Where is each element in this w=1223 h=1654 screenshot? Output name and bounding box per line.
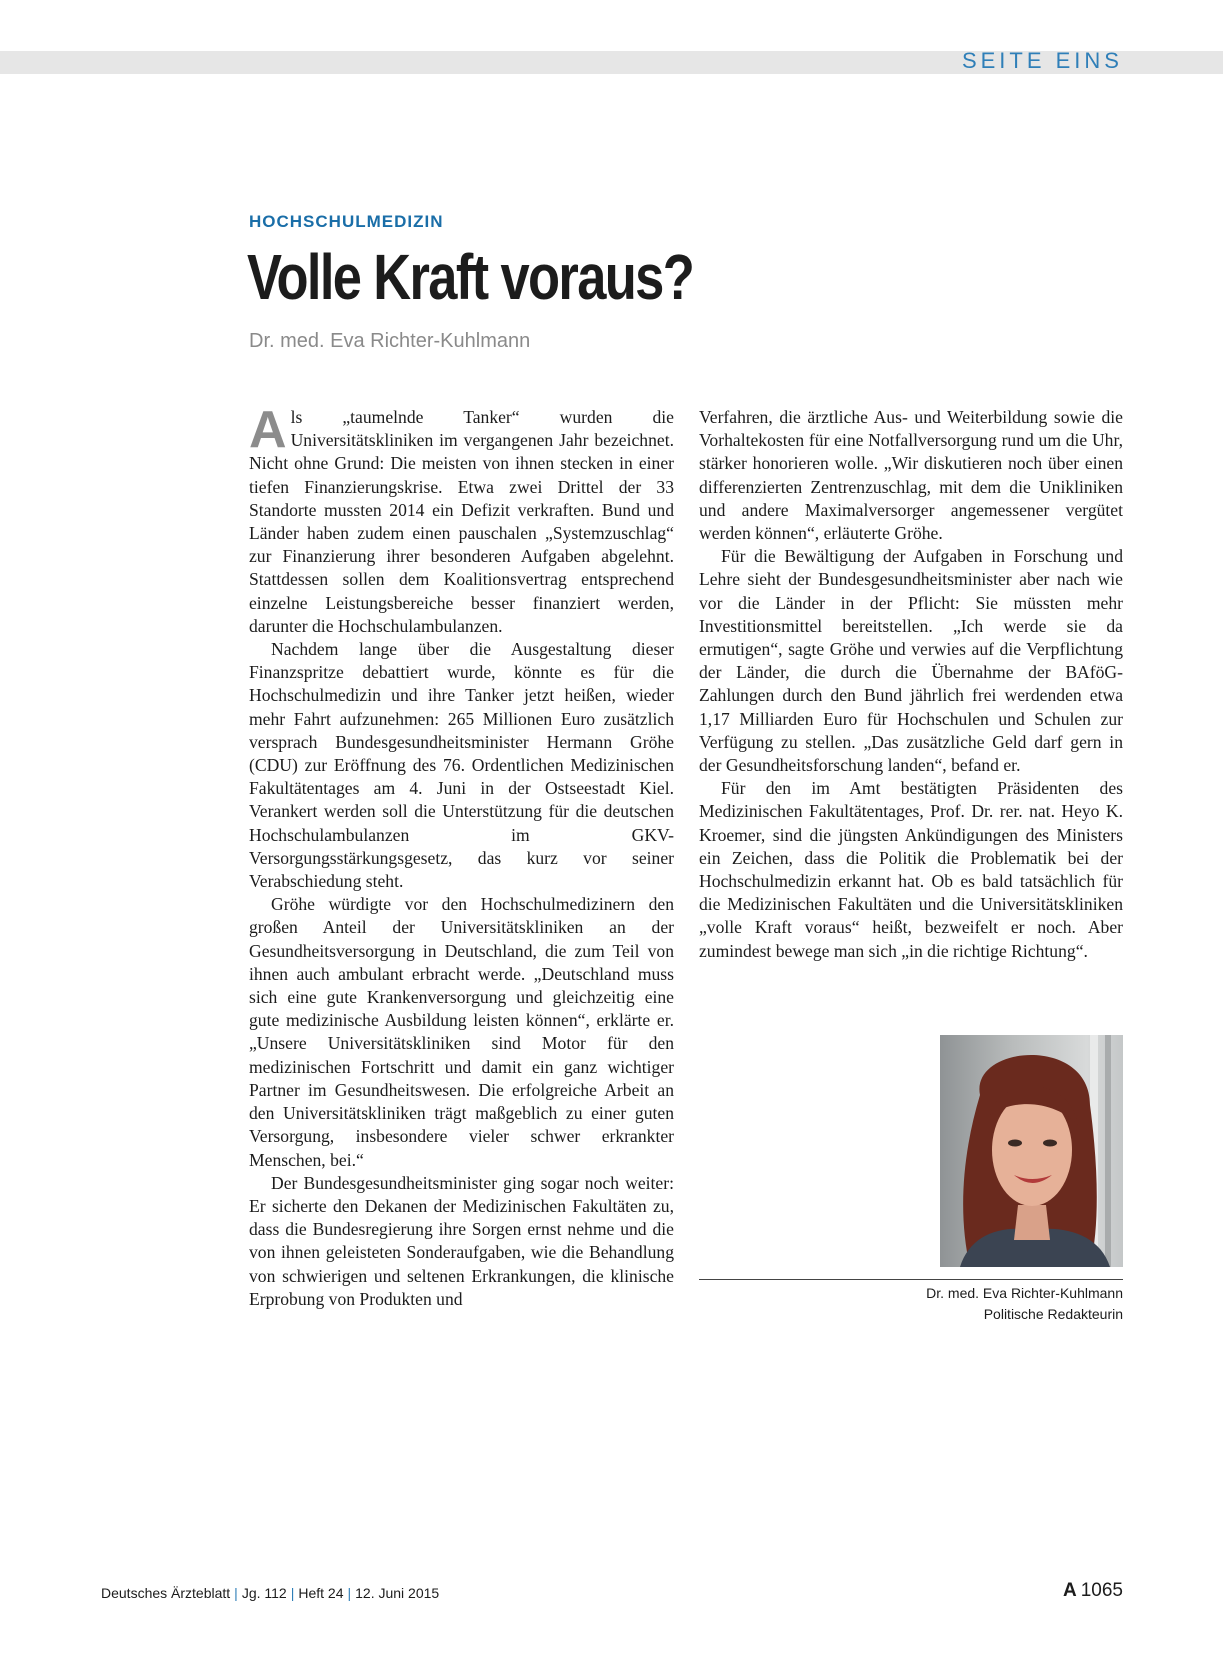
article-column-right: [699, 406, 1123, 963]
caption-name: Dr. med. Eva Richter-Kuhlmann: [926, 1285, 1123, 1301]
paragraph: Der Bundesgesundheitsminister ging sogar noch weiter: Er sicherte den Dekanen der Medizinischen Fakultäten zu, dass die Bundesregierung ihre Sorgen ernst nehme und die von ihnen geleisteten Sonderaufgaben, wie die Behandlung von schwierigen und seltenen Erkrankungen, die klinische Erprobung von Produkten und: [249, 1172, 674, 1309]
paragraph: Für den im Amt bestätigten Präsidenten des Medizinischen Fakultätentages, Prof. Dr. rer. nat. Heyo K. Kroemer, sind die jüngsten Ankündigungen des Ministers ein Zeichen, dass die Politik die Problematik bei der Hochschulmedizin erkannt hat. Ob es bald tatsächlich für die Medizinischen Fakultäten und die Universitätskliniken „volle Kraft voraus“ heißt, bezweifelt er noch. Aber zumindest bewege man sich „in die richtige Richtung“.: [699, 778, 1123, 961]
photo-caption: [926, 1283, 1123, 1325]
footer-volume: Jg. 112: [241, 1585, 287, 1601]
footer-separator: |: [290, 1585, 295, 1601]
caption-rule: [699, 1279, 1123, 1280]
paragraph: Verfahren, die ärztliche Aus- und Weiterbildung sowie die Vorhaltekosten für eine Notfallversorgung rund um die Uhr, stärker honorieren wolle. „Wir diskutieren noch über einen differenzierten Zentrenzuschlag, mit dem die Unikliniken und andere Maximalversorger angemessener vergütet werden können“, erläuterte Gröhe.: [699, 407, 1123, 544]
footer-citation: [101, 1585, 439, 1601]
page-prefix: A: [1062, 1580, 1077, 1601]
footer-separator: |: [347, 1585, 352, 1601]
article-title: Volle Kraft voraus?: [247, 241, 694, 313]
page-number: [1063, 1580, 1123, 1602]
paragraph: Gröhe würdigte vor den Hochschulmedizinern den großen Anteil der Universitätskliniken an der Gesundheitsversorgung in Deutschland, die zum Teil von ihnen auch ambulant erbracht werde. „Deutschland muss sich eine gute Krankenversorgung und gleichzeitig eine gute medizinische Ausbildung leisten können“, erklärte er. „Unsere Universitätskliniken sind Motor für den medizinischen Fortschritt und damit ein ganz wichtiger Partner im Gesundheitswesen. Die erfolgreiche Arbeit an den Universitätskliniken trägt maßgeblich zu einer guten Versorgung, insbesondere vieler schwer erkrankter Menschen, bei.“: [249, 894, 674, 1170]
author-photo: [940, 1035, 1123, 1267]
paragraph: Für die Bewältigung der Aufgaben in Forschung und Lehre sieht der Bundesgesundheitsminister aber nach wie vor die Länder in der Pflicht: Sie müssten mehr Investitionsmittel bereitstellen. „Ich werde sie da ermutigen“, sagte Gröhe und verwies auf die Verpflichtung der Länder, die durch die Übernahme der BAföG-Zahlungen durch den Bund jährlich frei werdenden etwa 1,17 Milliarden Euro für Hochschulen und Schulen zur Verfügung zu stellen. „Das zusätzliche Geld darf gern in der Gesundheitsforschung landen“, befand er.: [699, 546, 1123, 776]
article-author: Dr. med. Eva Richter-Kuhlmann: [249, 330, 531, 352]
section-label: SEITE EINS: [961, 48, 1123, 73]
article-rubric: HOCHSCHULMEDIZIN: [249, 212, 444, 231]
article-column-left: [249, 401, 674, 1311]
caption-role: Politische Redakteurin: [983, 1306, 1123, 1322]
paragraph: Nachdem lange über die Ausgestaltung dieser Finanzspritze debattiert wurde, könnte es für die Hochschulmedizin und ihre Tanker jetzt heißen, wieder mehr Fahrt aufzunehmen: 265 Millionen Euro zusätzlich versprach Bundesgesundheitsminister Hermann Gröhe (CDU) zur Eröffnung des 76. Ordentlichen Medizinischen Fakultätentages am 4. Juni in der Ostseestadt Kiel. Verankert werden soll die Unterstützung für die deutschen Hochschulambulanzen im GKV-Versorgungsstärkungsgesetz, das kurz vor seiner Verabschiedung steht.: [249, 639, 674, 892]
footer-date: 12. Juni 2015: [355, 1585, 440, 1601]
page-number-value: 1065: [1080, 1580, 1123, 1601]
drop-cap: A: [249, 401, 287, 459]
footer-journal: Deutsches Ärzteblatt: [101, 1585, 231, 1601]
footer-separator: |: [234, 1585, 238, 1601]
paragraph: Als „taumelnde Tanker“ wurden die Universitätskliniken im vergangenen Jahr bezeichnet. Nicht ohne Grund: Die meisten von ihnen stecken in einer tiefen Finanzierungskrise. Etwa zwei Drittel der 33 Standorte mussten 2014 ein Defizit verkraften. Bund und Länder haben zudem einen pauschalen „Systemzuschlag“ zur Finanzierung ihrer besonderen Aufgaben abgelehnt. Stattdessen sollen dem Koalitionsvertrag entsprechend einzelne Leistungsbereiche besser finanziert werden, darunter die Hochschulambulanzen.: [249, 401, 674, 636]
footer-issue: Heft 24: [298, 1585, 344, 1601]
